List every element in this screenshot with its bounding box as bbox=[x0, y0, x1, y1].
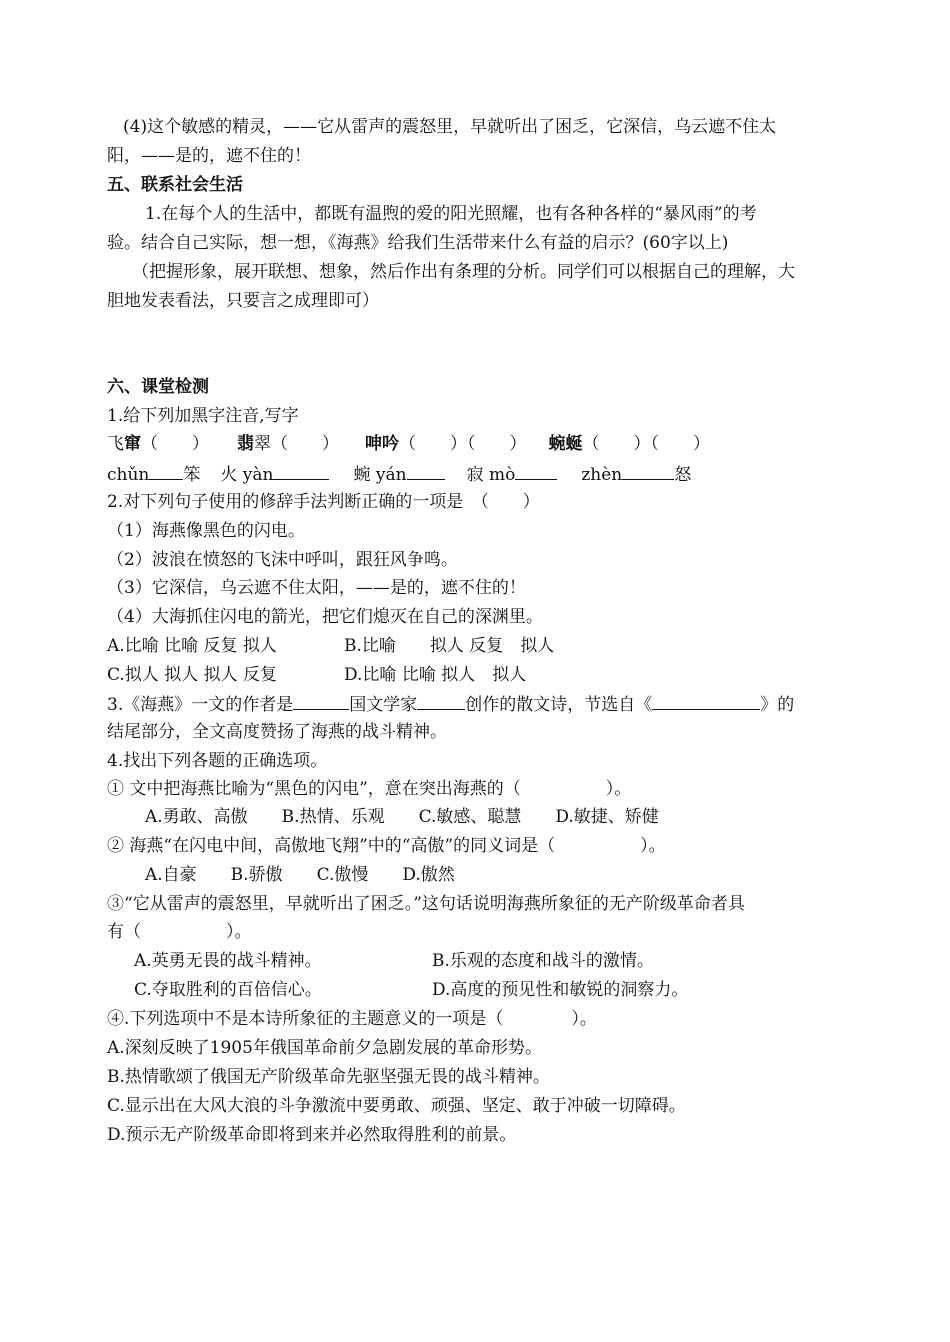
s6-q4-item1: ① 文中把海燕比喻为“黑色的闪电”，意在突出海燕的（ ）。 bbox=[107, 779, 632, 799]
q3-part1: 3.《海燕》一文的作者是 bbox=[107, 695, 294, 715]
s6-q4-item2: ② 海燕“在闪电中间，高傲地飞翔”中的“高傲”的同义词是（ ）。 bbox=[107, 836, 666, 856]
section5-heading: 五、联系社会生活 bbox=[107, 175, 243, 195]
blank-chun[interactable] bbox=[149, 462, 183, 480]
s6-q2-sentence-1: （1）海燕像黑色的闪电。 bbox=[107, 521, 305, 541]
s6-q3-line2: 结尾部分，全文高度赞扬了海燕的战斗精神。 bbox=[107, 722, 447, 742]
q3-part2: 国文学家 bbox=[349, 695, 418, 715]
s5-q1-line2: 验。结合自己实际，想一想，《海燕》给我们生活带来什么有益的启示？(60字以上) bbox=[107, 233, 729, 253]
pinyin-mo: 寂 mò bbox=[466, 465, 516, 485]
q3-part3: 创作的散文诗，节选自《 bbox=[465, 695, 653, 715]
s6-q2-prompt: 2.对下列句子使用的修辞手法判断正确的一项是 （ ） bbox=[107, 492, 540, 512]
blank-yan-fire[interactable] bbox=[273, 462, 329, 480]
s6-q4-item4: ④.下列选项中不是本诗所象征的主题意义的一项是（ ）。 bbox=[107, 1009, 597, 1029]
q3-part4: 》的 bbox=[760, 695, 795, 715]
word-feicuan-blank: （ ） bbox=[141, 434, 209, 454]
word-shenyin-blanks: （ ）（ ） bbox=[399, 434, 527, 454]
s6-q2-sentence-4: （4）大海抓住闪电的箭光，把它们熄灭在自己的深渊里。 bbox=[107, 607, 543, 627]
pinyin-zhen: zhèn bbox=[581, 465, 623, 485]
s6-q4-prompt: 4.找出下列各题的正确选项。 bbox=[107, 751, 328, 771]
s6-q1-prompt: 1.给下列加黑字注音,写字 bbox=[107, 406, 299, 426]
s6-q2-option-a: A.比喻 比喻 反复 拟人 bbox=[107, 636, 277, 656]
pinyin-chun: chǔn bbox=[107, 465, 150, 485]
s6-q4-item3-option-c: C.夺取胜利的百倍信心。 bbox=[134, 980, 322, 1000]
s6-q1-pinyin-row bbox=[107, 462, 691, 486]
section6-heading: 六、课堂检测 bbox=[107, 377, 209, 397]
s5-hint-line1: （把握形象，展开联想、想象，然后作出有条理的分析。同学们可以根据自己的理解，大 bbox=[132, 262, 795, 282]
s5-hint-line2: 胆地发表看法，只要言之成理即可） bbox=[107, 291, 379, 311]
word-shenyin-bold: 呻吟 bbox=[365, 434, 399, 454]
blank-yan-wan[interactable] bbox=[407, 462, 445, 480]
word-feicui-rest: 翠（ ） bbox=[254, 434, 339, 454]
s6-q1-words-row bbox=[107, 433, 710, 455]
blank-mo[interactable] bbox=[515, 462, 557, 480]
s5-q1-line1: 1.在每个人的生活中，都既有温煦的爱的阳光照耀，也有各种各样的“暴风雨”的考 bbox=[145, 204, 757, 224]
s6-q4-item3-option-d: D.高度的预见性和敏锐的洞察力。 bbox=[432, 980, 689, 1000]
s4-q4-line1: (4)这个敏感的精灵，——它从雷声的震怒里，早就听出了困乏，它深信，乌云遮不住太 bbox=[123, 117, 777, 137]
s4-q4-line2: 阳，——是的，遮不住的！ bbox=[107, 146, 311, 166]
s6-q4-item1-options: A.勇敢、高傲 B.热情、乐观 C.敏感、聪慧 D.敏捷、矫健 bbox=[145, 807, 659, 827]
s6-q2-sentence-3: （3）它深信，乌云遮不住太阳，——是的，遮不住的！ bbox=[107, 578, 526, 598]
pinyin-yan-fire: 火 yàn bbox=[220, 465, 274, 485]
word-feicuan-plain: 飞 bbox=[107, 434, 124, 454]
blank-source-title[interactable] bbox=[652, 692, 760, 710]
s6-q2-option-d: D.比喻 比喻 拟人 拟人 bbox=[344, 665, 527, 685]
s6-q4-item4-option-a: A.深刻反映了1905年俄国革命前夕急剧发展的革命形势。 bbox=[107, 1038, 542, 1058]
word-feicuan-bold: 窜 bbox=[124, 434, 141, 454]
s6-q4-item4-option-d: D.预示无产阶级革命即将到来并必然取得胜利的前景。 bbox=[107, 1125, 517, 1145]
s6-q2-option-c: C.拟人 拟人 拟人 反复 bbox=[107, 665, 278, 685]
s6-q4-item2-options: A.自豪 B.骄傲 C.傲慢 D.傲然 bbox=[145, 865, 455, 885]
word-feicui-bold: 翡 bbox=[237, 434, 254, 454]
s6-q4-item3-line2: 有（ ）。 bbox=[107, 922, 252, 942]
s6-q4-item3-option-a: A.英勇无畏的战斗精神。 bbox=[134, 951, 322, 971]
s6-q4-item3-option-b: B.乐观的态度和战斗的激情。 bbox=[432, 951, 654, 971]
s6-q2-option-b: B.比喻 拟人 反复 拟人 bbox=[344, 636, 555, 656]
blank-author-name[interactable] bbox=[417, 692, 465, 710]
pinyin-chun-suffix: 笨 bbox=[183, 465, 201, 485]
blank-zhen[interactable] bbox=[622, 462, 674, 480]
s6-q4-item3-line1: ③“它从雷声的震怒里，早就听出了困乏。”这句话说明海燕所象征的无产阶级革命者具 bbox=[107, 894, 745, 914]
pinyin-yan-wan: 蜿 yán bbox=[353, 465, 407, 485]
pinyin-zhen-suffix: 怒 bbox=[674, 465, 692, 485]
s6-q2-sentence-2: （2）波浪在愤怒的飞沫中呼叫，跟狂风争鸣。 bbox=[107, 550, 458, 570]
word-wanyan-bold: 蜿蜒 bbox=[548, 434, 583, 454]
s6-q3-line1 bbox=[107, 692, 794, 716]
blank-author-country[interactable] bbox=[293, 692, 349, 710]
word-wanyan-blanks: （ ）（ ） bbox=[582, 434, 710, 454]
s6-q4-item4-option-b: B.热情歌颂了俄国无产阶级革命先驱坚强无畏的战斗精神。 bbox=[107, 1067, 550, 1087]
s6-q4-item4-option-c: C.显示出在大风大浪的斗争激流中要勇敢、顽强、坚定、敢于冲破一切障碍。 bbox=[107, 1096, 686, 1116]
